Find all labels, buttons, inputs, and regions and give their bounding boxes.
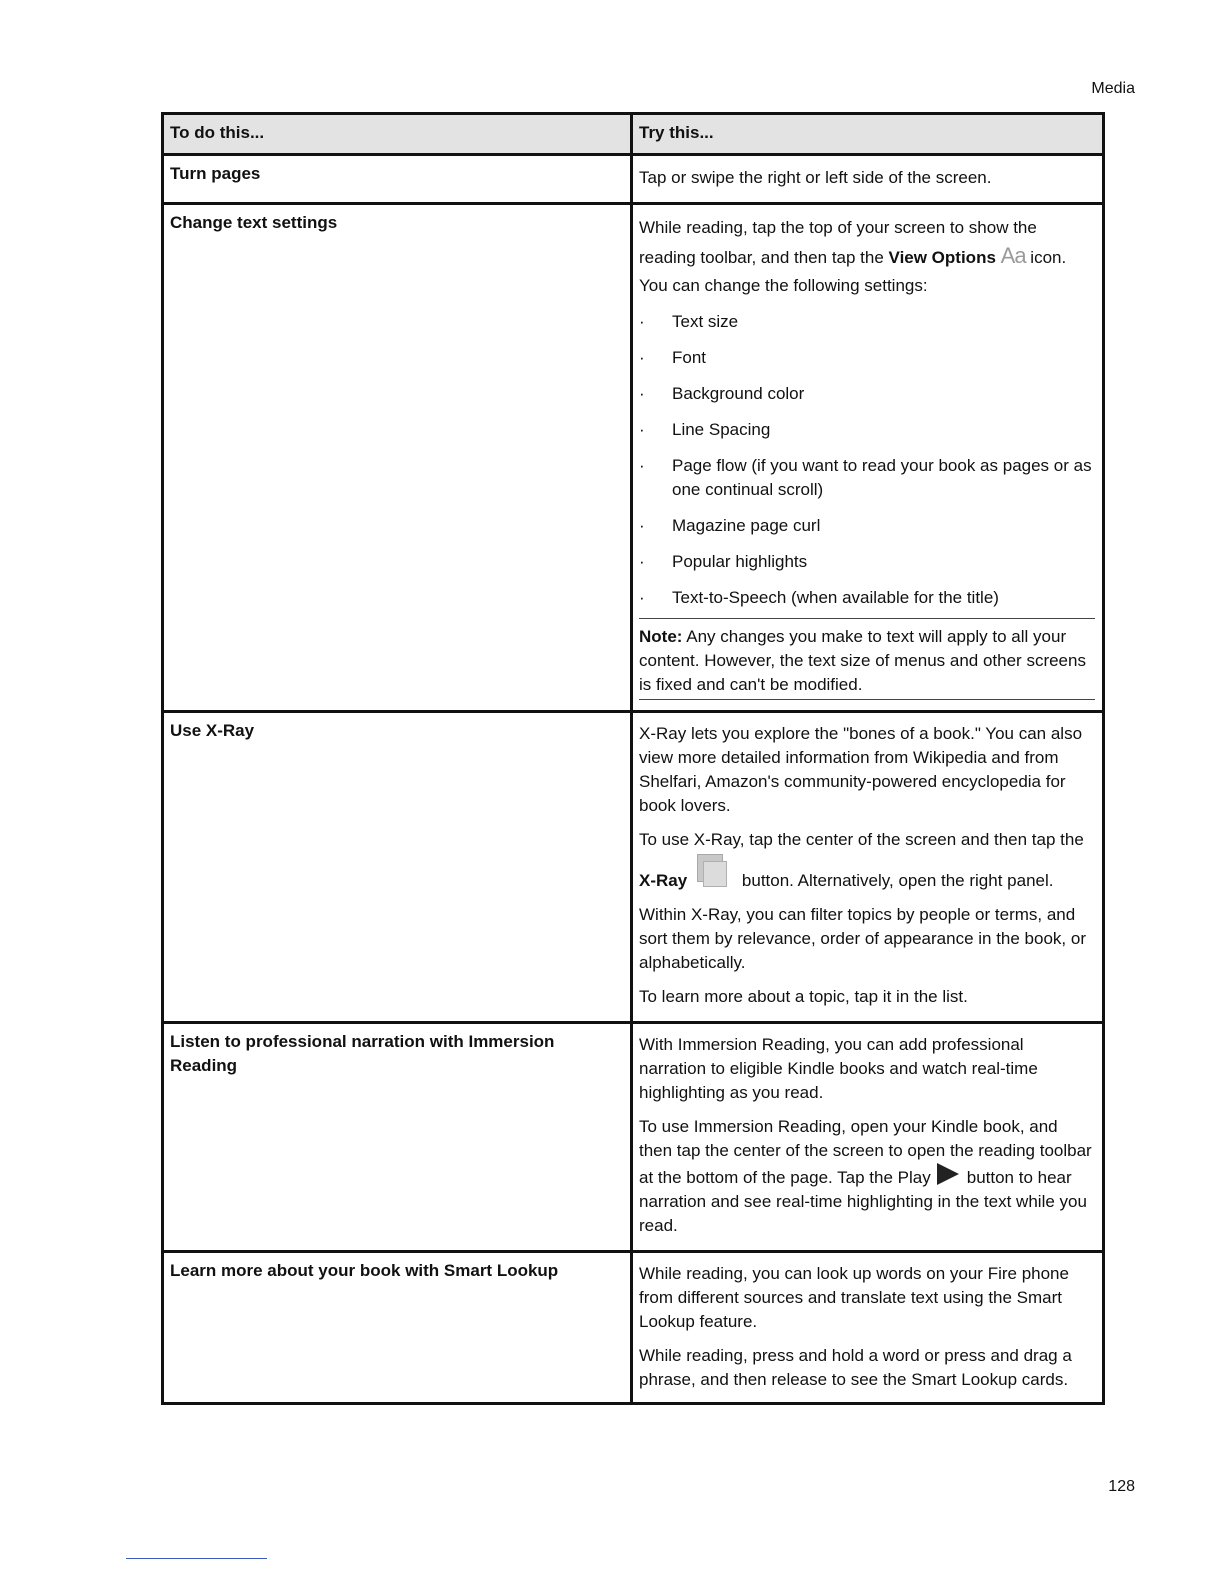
instructions-immersion-reading (632, 1023, 1104, 1252)
xray-label: X-Ray (639, 871, 688, 890)
bullet-icon: · (639, 312, 645, 331)
page-number: 128 (1108, 1478, 1135, 1495)
bullet-icon: · (639, 456, 645, 475)
bullet-icon: · (639, 420, 645, 439)
play-icon (937, 1163, 959, 1185)
instructions-use-xray (632, 712, 1104, 1023)
table-row (163, 1252, 1104, 1404)
note-box (639, 618, 1095, 700)
smart-lookup-paragraph-1: While reading, you can look up words on your Fire phone from different sources and translate text using the Smart Lookup feature. (639, 1264, 1069, 1331)
instructions-change-text-settings (632, 204, 1104, 712)
column-header-instructions: Try this... (632, 114, 1104, 155)
instructions-smart-lookup (632, 1252, 1104, 1404)
table-row (163, 155, 1104, 204)
view-options-aa-icon: Aa (1000, 243, 1026, 268)
settings-list (639, 310, 1095, 610)
immersion-paragraph-2: To use Immersion Reading, open your Kindle book, and then tap the center of the screen to open the reading toolbar at the bottom of the page. Tap the Play button to hear narration and see real-time highlighting in the text while you read. (639, 1117, 1092, 1235)
immersion-paragraph-1: With Immersion Reading, you can add professional narration to eligible Kindle books and watch real-time highlighting as you read. (639, 1035, 1038, 1102)
task-immersion-reading: Listen to professional narration with Immersion Reading (163, 1023, 632, 1252)
list-item: · Font (639, 346, 1095, 370)
bullet-icon: · (639, 384, 645, 403)
view-options-label: View Options (888, 248, 996, 267)
bullet-icon: · (639, 552, 645, 571)
task-change-text-settings: Change text settings (163, 204, 632, 712)
column-header-task: To do this... (163, 114, 632, 155)
xray-paragraph-2: To use X-Ray, tap the center of the screen and then tap the X-Ray button. Alternatively, open the right panel. (639, 830, 1084, 890)
list-item: · Magazine page curl (639, 514, 1095, 538)
bullet-icon: · (639, 516, 645, 535)
smart-lookup-paragraph-2: While reading, press and hold a word or press and drag a phrase, and then release to see the Smart Lookup cards. (639, 1346, 1072, 1389)
note-text: Any changes you make to text will apply to all your content. However, the text size of menus and other screens is fixed and can't be modified. (639, 627, 1086, 694)
list-item: · Line Spacing (639, 418, 1095, 442)
table-row (163, 204, 1104, 712)
instructions-table (161, 112, 1105, 1405)
bullet-icon: · (639, 588, 645, 607)
task-turn-pages: Turn pages (163, 155, 632, 204)
note-label: Note: (639, 627, 683, 646)
section-label: Media (1091, 80, 1135, 97)
instruction-text: Tap or swipe the right or left side of the screen. (639, 168, 992, 187)
list-item: · Background color (639, 382, 1095, 406)
list-item: · Text size (639, 310, 1095, 334)
list-item: · Page flow (if you want to read your book as pages or as one continual scroll) (639, 456, 1092, 499)
footer-rule (126, 1558, 267, 1559)
xray-paragraph-3: Within X-Ray, you can filter topics by people or terms, and sort them by relevance, order of appearance in the book, or alphabetically. (639, 905, 1086, 972)
table-row (163, 712, 1104, 1023)
task-use-xray: Use X-Ray (163, 712, 632, 1023)
xray-paragraph-4: To learn more about a topic, tap it in the list. (639, 987, 968, 1006)
instructions-turn-pages (632, 155, 1104, 204)
bullet-icon: · (639, 348, 645, 367)
list-item: · Popular highlights (639, 550, 1095, 574)
table-header-row (163, 114, 1104, 155)
xray-paragraph-1: X-Ray lets you explore the "bones of a book." You can also view more detailed information from Wikipedia and from Shelfari, Amazon's community-powered encyclopedia for book lovers. (639, 724, 1083, 815)
xray-icon (693, 852, 731, 890)
table-row (163, 1023, 1104, 1252)
task-smart-lookup: Learn more about your book with Smart Lookup (163, 1252, 632, 1404)
text-settings-intro: While reading, tap the top of your screen to show the reading toolbar, and then tap the View Options Aa icon. You can change the following settings: (639, 218, 1067, 295)
list-item: · Text-to-Speech (when available for the title) (639, 586, 1095, 610)
